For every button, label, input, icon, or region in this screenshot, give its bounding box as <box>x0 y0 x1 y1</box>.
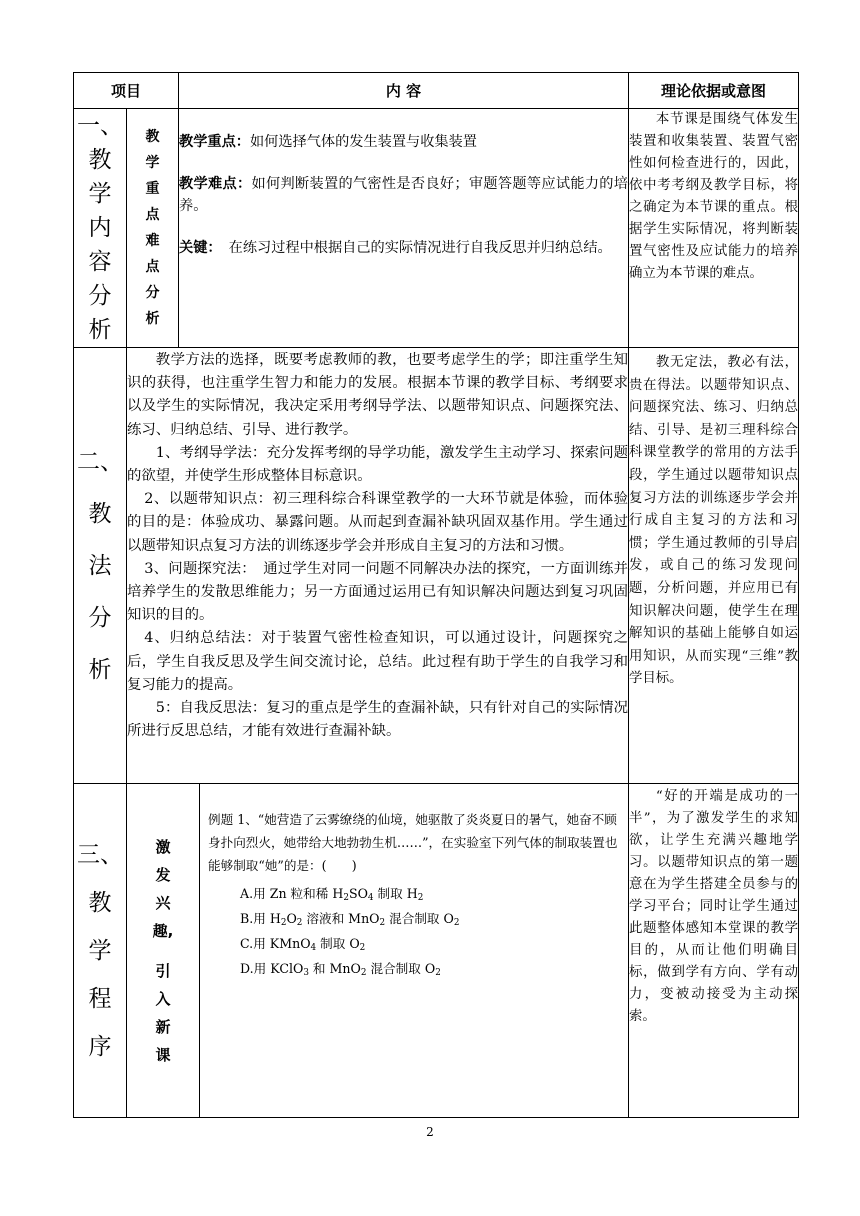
lesson-plan-table <box>73 72 799 1118</box>
section-method-analysis <box>74 348 799 784</box>
section1-subtitle: 教 学 重 点 难 点 分 析 <box>127 109 179 348</box>
method-item-3: 3、问题探究法： 通过学生对同一问题不同解决办法的探究，一方面训练并培养学生的发散思维能力；另一方面通过运用已有知识解决问题达到复习巩固知识的目的。 <box>127 560 629 624</box>
section2-title: 二、 教 法 分 析 <box>74 348 127 784</box>
method-intro: 教学方法的选择，既要考虑教师的教，也要考虑学生的学；即注重学生知识的获得，也注重学生智力和能力的发展。根据本节课的教学目标、考纲要求以及学生的实际情况，我决定采用考纲导学法、以题带知识点、问题探究法、练习、归纳总结、引导、进行教学。 <box>127 352 629 438</box>
option-a: A.用 Zn 粒和稀 $H_2SO_4$ 制取 $H_2$ <box>240 886 424 903</box>
example-question <box>200 784 628 1117</box>
teaching-difficulty: 教学难点：如何判断装置的气密性是否良好；审题答题等应试能力的培养。 <box>179 176 628 214</box>
option-b: B.用 $H_2O_2$ 溶液和 MnO$_2$ 混合制取 $O_2$ <box>240 911 460 928</box>
section3-title: 三、 教 学 程 序 <box>74 784 127 1118</box>
option-d: D.用 KClO$_3$ 和 MnO$_2$ 混合制取 $O_2$ <box>240 961 441 978</box>
section3-content-cell <box>127 784 629 1118</box>
section-teaching-procedure <box>74 784 799 1118</box>
section-content-analysis <box>74 109 799 348</box>
header-rationale: 理论依据或意图 <box>629 73 799 109</box>
header-project: 项目 <box>74 73 179 109</box>
method-item-5: 5：自我反思法：复习的重点是学生的查漏补缺，只有针对自己的实际情况所进行反思总结，才能有效进行查漏补缺。 <box>127 700 629 740</box>
section1-content <box>179 109 629 348</box>
section1-title: 一、 教 学 内 容 分 析 <box>74 109 127 348</box>
page-number: 2 <box>426 1125 434 1139</box>
teaching-key: 关键： 在练习过程中根据自己的实际情况进行自我反思并归纳总结。 <box>179 240 612 256</box>
example-text: 例题 1、“她营造了云雾缭绕的仙境，她驱散了炎炎夏日的暑气，她奋不顾身扑向烈火，她带给大地勃勃生机……”，在实验室下列气体的制取装置也能够制取“她”的是：( ) <box>208 812 618 873</box>
option-c: C.用 KMnO$_4$ 制取 $O_2$ <box>240 936 366 953</box>
section1-rationale: 本节课是围绕气体发生装置和收集装置、装置气密性如何检查进行的，因此，依中考考纲及教学目标，将之确定为本节课的重点。根据学生实际情况，将判断装置气密性及应试能力的培养确立为本节课的难点。 <box>629 109 799 348</box>
section3-rationale: “好的开端是成功的一半”，为了激发学生的求知欲，让学生充满兴趣地学习。以题带知识点的第一题意在为学生搭建全员参与的学习平台；同时让学生通过此题整体感知本堂课的教学目的，从而让他们明确目标，做到学有方向、学有动力，变被动接受为主动探索。 <box>629 784 799 1118</box>
method-item-4: 4、归纳总结法：对于装置气密性检查知识，可以通过设计，问题探究之后，学生自我反思及学生间交流讨论，总结。此过程有助于学生的自我学习和复习能力的提高。 <box>127 630 629 693</box>
section2-content <box>127 348 629 784</box>
section3-subtitle: 激 发 兴 趣, 引 入 新 课 <box>127 784 200 1117</box>
header-content: 内 容 <box>179 73 629 109</box>
teaching-focus: 教学重点：如何选择气体的发生装置与收集装置 <box>179 134 477 150</box>
table-header-row <box>74 73 799 109</box>
section2-rationale: 教无定法，教必有法，贵在得法。以题带知识点、问题探究法、练习、归纳总结、引导、是初三理科综合科课堂教学的常用的方法手段，学生通过以题带知识点复习方法的训练逐步学会并行成自主复习的方法和习惯；学生通过教师的引导启发，或自己的练习发现问题，分析问题，并应用已有知识解决问题，使学生在理解知识的基础上能够自如运用知识，从而实现“三维”教学目标。 <box>629 348 799 784</box>
method-item-1: 1、考纲导学法：充分发挥考纲的导学功能，激发学生主动学习、探索问题的欲望，并使学生形成整体目标意识。 <box>127 444 629 485</box>
method-item-2: 2、以题带知识点：初三理科综合科课堂教学的一大环节就是体验，而体验的目的是：体验成功、暴露问题。从而起到查漏补缺巩固双基作用。学生通过以题带知识点复习方法的训练逐步学会并形成自主复习的方法和习惯。 <box>127 491 629 554</box>
